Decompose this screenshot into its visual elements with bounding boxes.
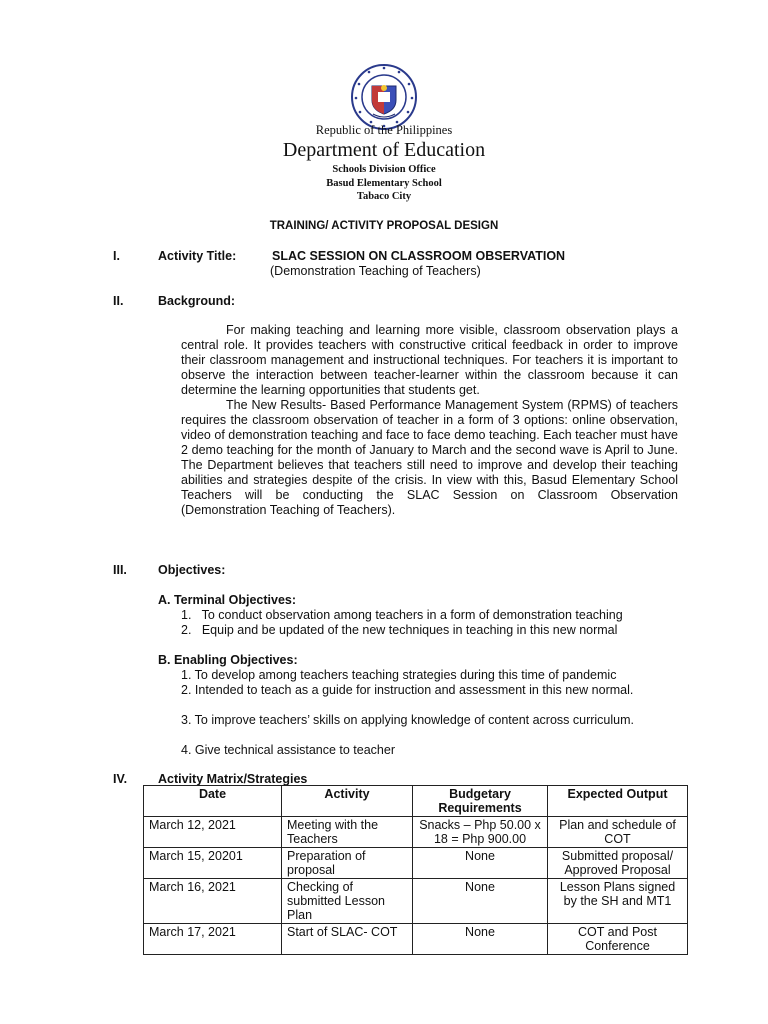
section-1-label: Activity Title: [158,249,237,263]
cell-output: COT and Post Conference [548,924,688,955]
cell-activity: Meeting with the Teachers [282,817,413,848]
column-header-activity: Activity [282,786,413,817]
activity-subtitle: (Demonstration Teaching of Teachers) [270,264,481,278]
section-3-label: Objectives: [158,563,226,577]
cell-date: March 17, 2021 [144,924,282,955]
section-4-label: Activity Matrix/Strategies [158,772,308,786]
school-heading: Basud Elementary School [326,178,442,189]
republic-heading: Republic of the Philippines [315,123,453,137]
cell-activity: Checking of submitted Lesson Plan [282,879,413,924]
enabling-objective-4: 4. Give technical assistance to teacher [181,743,396,757]
column-header-budget: Budgetary Requirements [413,786,548,817]
background-paragraph-2: The New Results- Based Performance Management System (RPMS) of teachers requires the classroom observation of teacher in a form of 3 options: online observation, video of demonstration teaching and face to face demo teaching. Each teacher must have 2 demo teaching for the month of January to March and the second wave is April to June. The Department believes that teachers still need to improve and develop their teaching abilities and strategies despite of the crisis. In view with this, Basud Elementary School Teachers will be conducting the SLAC Session on Classroom Observation (Demonstration Teaching of Teachers). [181,398,678,517]
deped-seal-logo [351,64,417,130]
enabling-objective-2: 2. Intended to teach as a guide for instruction and assessment in this new normal. [181,683,634,697]
table-row [144,817,688,848]
column-header-output: Expected Output [548,786,688,817]
document-title: TRAINING/ ACTIVITY PROPOSAL DESIGN [269,220,499,232]
enabling-objectives-heading: B. Enabling Objectives: [158,653,298,667]
cell-date: March 12, 2021 [144,817,282,848]
table-header-row [144,786,688,817]
background-paragraph-1: For making teaching and learning more visible, classroom observation plays a central role. It provides teachers with constructive critical feedback in order to improve their classroom management and instructional techniques. For teachers it is important to observe the interaction between teacher-learner within the classroom because it can determine the learning opportunities that students get. [181,323,678,397]
cell-budget: Snacks – Php 50.00 x 18 = Php 900.00 [413,817,548,848]
activity-matrix-table [143,785,688,955]
table-row [144,924,688,955]
background-text [181,323,678,518]
cell-output: Submitted proposal/ Approved Proposal [548,848,688,879]
cell-date: March 16, 2021 [144,879,282,924]
cell-budget: None [413,879,548,924]
section-2-label: Background: [158,294,236,308]
section-2-number: II. [113,294,124,308]
division-heading: Schools Division Office [332,164,436,175]
section-4-number: IV. [113,772,128,786]
cell-output: Lesson Plans signed by the SH and MT1 [548,879,688,924]
activity-title: SLAC SESSION ON CLASSROOM OBSERVATION [272,249,566,263]
cell-budget: None [413,924,548,955]
terminal-objective-1: 1. To conduct observation among teachers in a form of demonstration teaching [181,608,623,622]
cell-activity: Preparation of proposal [282,848,413,879]
terminal-objectives-heading: A. Terminal Objectives: [158,593,297,607]
column-header-date: Date [144,786,282,817]
cell-activity: Start of SLAC- COT [282,924,413,955]
section-3-number: III. [113,563,127,577]
cell-budget: None [413,848,548,879]
city-heading: Tabaco City [356,191,412,202]
cell-output: Plan and schedule of COT [548,817,688,848]
cell-date: March 15, 20201 [144,848,282,879]
department-heading: Department of Education [282,139,486,161]
enabling-objective-1: 1. To develop among teachers teaching strategies during this time of pandemic [181,668,617,682]
table-row [144,879,688,924]
table-row [144,848,688,879]
enabling-objective-3: 3. To improve teachers’ skills on applying knowledge of content across curriculum. [181,713,634,727]
terminal-objective-2: 2. Equip and be updated of the new techniques in teaching in this new normal [181,623,618,637]
section-1-number: I. [113,249,120,263]
